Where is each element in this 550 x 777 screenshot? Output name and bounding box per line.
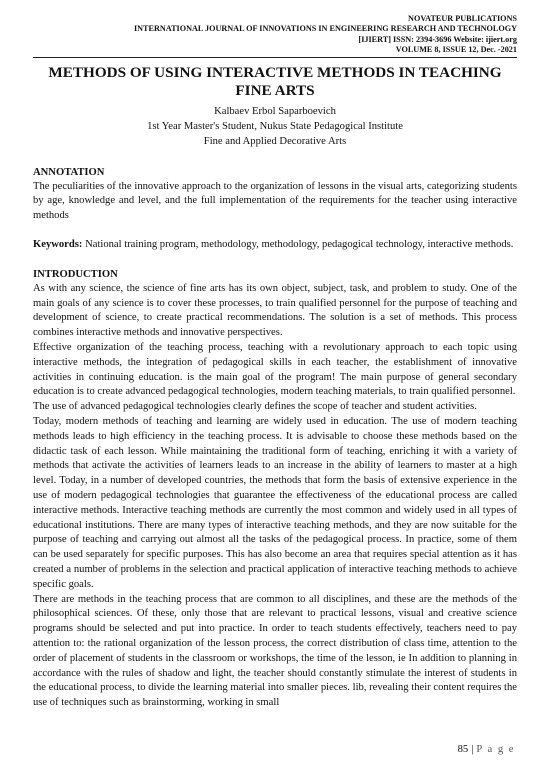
- page-word: P a g e: [476, 744, 515, 755]
- footer-separator: |: [471, 744, 474, 755]
- keywords-paragraph: [33, 238, 517, 253]
- annotation-text: The peculiarities of the innovative approach to the organization of lessons in the visual arts, categorizing students by age, knowledge and level, and the full implementation of the requirements for the teacher using interactive methods: [33, 180, 517, 222]
- header-divider: [33, 57, 517, 58]
- introduction-heading: INTRODUCTION: [33, 268, 118, 280]
- keywords-label: Keywords:: [33, 239, 83, 251]
- author-affiliation: 1st Year Master's Student, Nukus State Pedagogical Institute: [147, 120, 403, 132]
- intro-paragraph-2: Effective organization of the teaching process, teaching with a revolutionary approach to each topic using interactive methods, the integration of pedagogical skills in each teacher, the establishment of innovative activities in continuing education. is the main goal of the program! The main purpose of general secondary education is to create advanced pedagogical technologies, modern teaching materials, to train qualified personnel.: [33, 342, 517, 398]
- author-block: [33, 104, 517, 149]
- volume-issue: VOLUME 8, ISSUE 12, Dec. -2021: [395, 45, 517, 55]
- intro-paragraph-5: There are methods in the teaching process that are common to all disciplines, and these are the methods of the philosophical sciences. Of these, only those that are relevant to practical lessons, visual and creative science programs should be selected and put into practice. In order to teach students effectively, teachers need to pay attention to: the rational organization of the lesson process, the correct distribution of class time, attention to the order of placement of students in the classroom or workshops, the time of the lesson, ie In addition to planning in accordance with the rules of shadow and light, the teacher should constantly stimulate the interest of students in the educational process, to divide the learning material into smaller pieces. lib, revealing their content requires the use of techniques such as brainstorming, working in small: [33, 593, 517, 709]
- publisher-name: NOVATEUR PUBLICATIONS: [408, 14, 517, 23]
- author-department: Fine and Applied Decorative Arts: [203, 135, 347, 147]
- intro-paragraph-3: The use of advanced pedagogical technologies clearly defines the scope of teacher and student activities.: [33, 401, 477, 413]
- keywords-text: National training program, methodology, methodology, pedagogical technology, interactive methods.: [82, 239, 514, 251]
- journal-name: INTERNATIONAL JOURNAL OF INNOVATIONS IN ENGINEERING RESEARCH AND TECHNOLOGY: [133, 24, 517, 34]
- paper-title: METHODS OF USING INTERACTIVE METHODS IN TEACHING FINE ARTS: [48, 63, 502, 99]
- page-footer: [458, 744, 515, 755]
- intro-paragraph-1: As with any science, the science of fine arts has its own object, subject, task, and problem to study. One of the main goals of any science is to cover these processes, to train qualified personnel for the purpose of teaching and development of science, to create practical recommendations. The solution is a set of methods. This process combines interactive methods and innovative perspectives.: [33, 282, 517, 339]
- annotation-heading: ANNOTATION: [33, 166, 105, 178]
- page-number: 85: [457, 744, 469, 755]
- author-name: Kalbaev Erbol Saparboevich: [214, 105, 336, 117]
- issn-line: [IJIERT] ISSN: 2394-3696 Website: ijiert.org: [358, 34, 517, 44]
- journal-header: [33, 14, 517, 56]
- intro-paragraph-4: Today, modern methods of teaching and learning are widely used in education. The use of modern teaching methods leads to high efficiency in the teaching process. It is advisable to choose these methods based on the didactic task of each lesson. While maintaining the traditional form of teaching, enriching it with a variety of methods that activate the activities of learners leads to an increase in the ability of learners to master at a high level. Today, in a number of developed countries, the methods that form the basis of extensive experience in the use of modern pedagogical technologies that guarantee the effectiveness of the educational process are called interactive methods. Interactive teaching methods are currently the most common and widely used in all types of educational institutions. There are many types of interactive teaching methods, and they are now suitable for the purpose of teaching and carrying out almost all the tasks of the pedagogical process. In practice, some of them can be used separately for specific purposes. This has also become an area that requires special attention as it has created a number of problems in the selection and practical application of interactive teaching methods to achieve specific goals.: [33, 415, 517, 590]
